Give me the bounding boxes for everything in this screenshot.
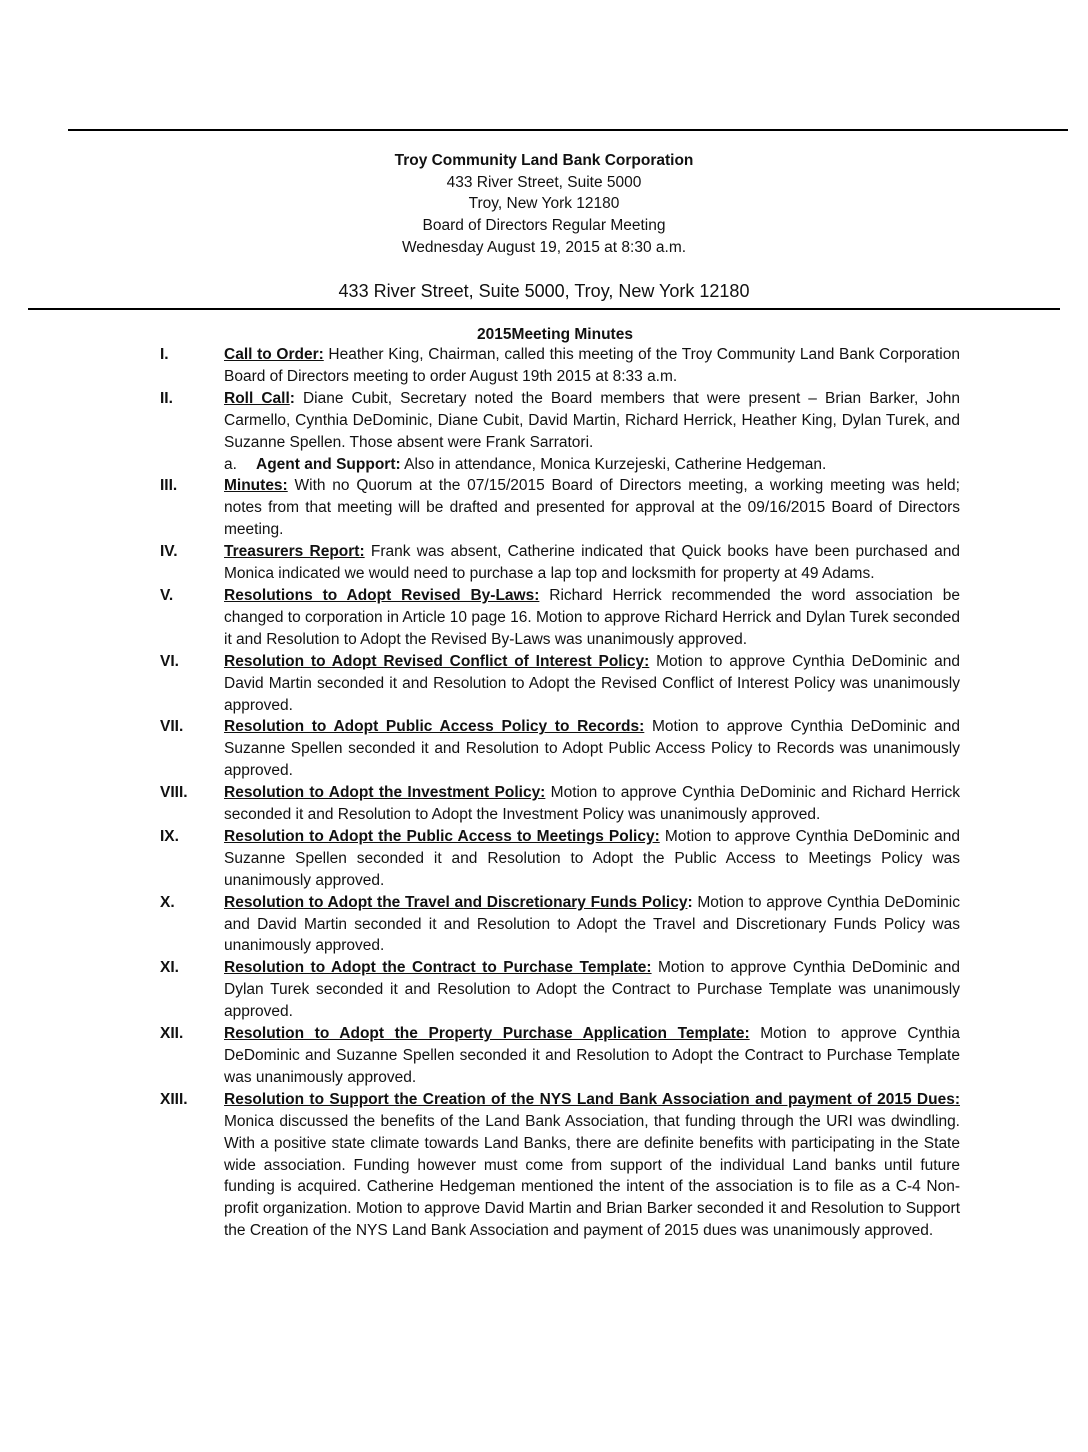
document-header: [0, 150, 1088, 259]
subitem-text: [256, 454, 826, 476]
item-body: Motion to approve Cynthia DeDominic and David Martin seconded it and Resolution to Adopt the Revised Conflict of Interest Policy was unanimously approved.: [224, 652, 960, 714]
item-body: Motion to approve Cynthia DeDominic and Suzanne Spellen seconded it and Resolution to Adopt Public Access Policy to Records was unanimously approved.: [224, 718, 960, 780]
subitem-heading: Agent and Support:: [256, 455, 401, 473]
item-number: IV.: [160, 543, 178, 561]
minutes-item: [160, 541, 960, 585]
item-heading: Resolution to Adopt the Travel and Discretionary Funds Policy: [224, 893, 688, 911]
item-heading: Resolution to Adopt the Contract to Purchase Template:: [224, 959, 652, 977]
item-heading: Resolution to Adopt Public Access Policy to Records:: [224, 718, 645, 736]
item-body: With no Quorum at the 07/15/2015 Board of Directors meeting, a working meeting was held; notes from that meeting will be drafted and presented for approval at the 09/16/2015 Board of Directors meeting.: [224, 477, 960, 539]
item-heading: Resolution to Adopt the Investment Policy:: [224, 784, 546, 802]
item-heading: Call to Order:: [224, 346, 324, 363]
item-text: [224, 651, 960, 717]
item-text: [224, 892, 960, 958]
item-body: Motion to approve Cynthia DeDominic and Richard Herrick seconded it and Resolution to Adopt the Investment Policy was unanimously approved.: [224, 784, 961, 824]
minutes-item: [160, 651, 960, 717]
item-body: Frank was absent, Catherine indicated that Quick books have been purchased and Monica indicated we would need to purchase a lap top and locksmith for property at 49 Adams.: [224, 543, 960, 583]
item-number: VII.: [160, 718, 184, 736]
meeting-date: Wednesday August 19, 2015 at 8:30 a.m.: [401, 238, 687, 256]
item-number: XII.: [160, 1025, 184, 1043]
item-heading: Resolutions to Adopt Revised By-Laws:: [224, 586, 540, 604]
item-text: [224, 1023, 960, 1089]
subitem-label: a.: [224, 455, 237, 473]
address-line-1: 433 River Street, Suite 5000: [446, 173, 642, 191]
minutes-item: [160, 344, 960, 388]
item-heading: Minutes:: [224, 477, 288, 495]
item-heading: Resolution to Adopt Revised Conflict of Interest Policy:: [224, 652, 650, 670]
item-body: Monica discussed the benefits of the Land Bank Association, that funding through the URI was dwindling. With a positive state climate towards Land Banks, there are definite benefits with participating in the State wide association. Funding however must come from support of the individual Land banks until future funding is acquired. Catherine Hedgeman mentioned the intent of the association is to file as a C-4 Non-profit organization. Motion to approve David Martin and Brian Barker seconded it and Resolution to Support the Creation of the NYS Land Bank Association and payment of 2015 dues was unanimously approved.: [224, 1112, 960, 1240]
item-text: [224, 388, 960, 454]
item-body: Motion to approve Cynthia DeDominic and Suzanne Spellen seconded it and Resolution to Adopt the Public Access to Meetings Policy was unanimously approved.: [224, 827, 961, 889]
item-number: I.: [160, 346, 169, 363]
minutes-item: [160, 1089, 960, 1242]
item-heading: Roll Call: [224, 389, 290, 407]
item-body: Motion to approve Cynthia DeDominic and Suzanne Spellen seconded it and Resolution to Adopt the Contract to Purchase Template was unanimously approved.: [224, 1025, 960, 1086]
minutes-subitem: [224, 454, 960, 476]
minutes-item: [160, 716, 960, 782]
item-body: Richard Herrick recommended the word association be changed to corporation in Article 10 page 16. Motion to approve Richard Herrick and Dylan Turek seconded it and Resolution to Adopt the Revised By-Laws was unanimously approved.: [224, 586, 960, 648]
item-text: [224, 541, 960, 585]
item-text: [224, 1089, 960, 1242]
minutes-item: [160, 782, 960, 826]
item-text: [224, 585, 960, 651]
item-number: VIII.: [160, 784, 188, 802]
item-heading: Resolution to Adopt the Property Purchase Application Template:: [224, 1025, 750, 1043]
bottom-horizontal-rule: [28, 308, 1060, 310]
item-number: VI.: [160, 652, 179, 670]
subitem-body: Also in attendance, Monica Kurzejeski, Catherine Hedgeman.: [400, 455, 827, 473]
organization-name: Troy Community Land Bank Corporation: [394, 152, 694, 169]
item-number: X.: [160, 893, 175, 911]
item-body: Motion to approve Cynthia DeDominic and Dylan Turek seconded it and Resolution to Adopt the Contract to Purchase Template was unanimously approved.: [224, 959, 960, 1021]
minutes-item: [160, 826, 960, 892]
item-number: XI.: [160, 959, 179, 977]
item-body: Motion to approve Cynthia DeDominic and David Martin seconded it and Resolution to Adopt the Travel and Discretionary Funds Policy was unanimously approved.: [224, 893, 960, 955]
minutes-title: 2015Meeting Minutes: [477, 326, 633, 343]
item-heading-suffix: :: [289, 389, 295, 407]
minutes-item: [160, 1023, 960, 1089]
meeting-type: Board of Directors Regular Meeting: [422, 217, 666, 235]
item-heading: Resolution to Adopt the Public Access to Meetings Policy:: [224, 827, 660, 845]
item-number: IX.: [160, 827, 179, 845]
item-body: Diane Cubit, Secretary noted the Board members that were present – Brian Barker, John Carmello, Cynthia DeDominic, Diane Cubit, David Martin, Richard Herrick, Heather King, Dylan Turek, and Suzanne Spellen. Those absent were Frank Sarratori.: [224, 389, 960, 451]
item-text: [224, 475, 960, 541]
minutes-items: [160, 344, 960, 1242]
location-line: 433 River Street, Suite 5000, Troy, New York 12180: [338, 281, 750, 301]
item-text: [224, 782, 960, 826]
minutes-item: [160, 585, 960, 651]
item-text: [224, 716, 960, 782]
item-text: [224, 826, 960, 892]
item-number: V.: [160, 586, 174, 604]
item-body: Heather King, Chairman, called this meeting of the Troy Community Land Bank Corporation Board of Directors meeting to order August 19th 2015 at 8:33 a.m.: [224, 346, 960, 385]
address-line-2: Troy, New York 12180: [468, 195, 620, 213]
item-number: XIII.: [160, 1090, 188, 1108]
item-number: III.: [160, 477, 178, 495]
item-heading: Resolution to Support the Creation of the NYS Land Bank Association and payment of 2015 Dues:: [224, 1090, 960, 1108]
item-text: [224, 344, 960, 388]
item-text: [224, 957, 960, 1023]
top-horizontal-rule: [68, 129, 1068, 131]
minutes-item: [160, 475, 960, 541]
minutes-item: [160, 892, 960, 958]
minutes-item: [160, 957, 960, 1023]
item-number: II.: [160, 389, 173, 407]
minutes-item: [160, 388, 960, 454]
item-heading: Treasurers Report:: [224, 543, 365, 561]
item-heading-suffix: :: [687, 893, 693, 911]
